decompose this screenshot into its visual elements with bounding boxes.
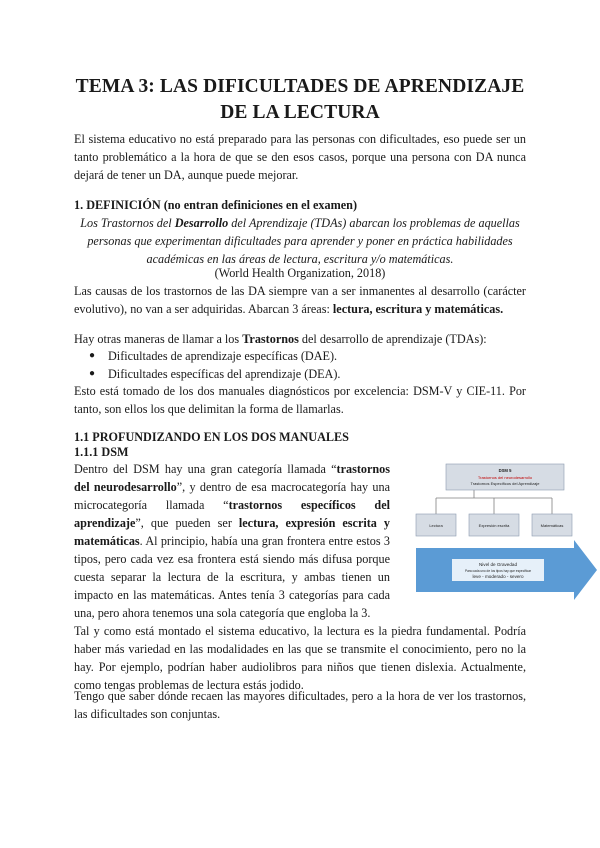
quote-part: Los Trastornos del — [80, 216, 175, 230]
quote-source: (World Health Organization, 2018) — [214, 266, 386, 280]
section-1-heading: 1. DEFINICIÓN (no entran definiciones en el examen) — [74, 198, 358, 212]
quote-bold: Desarrollo — [174, 216, 229, 230]
top-box-title: DSM 5 — [498, 468, 512, 473]
dsm-bold: trastornos específicos del aprendizaje — [74, 498, 390, 530]
dsm-diagram — [414, 462, 599, 602]
page-title — [74, 74, 526, 126]
dsm-text: Dentro del DSM hay una gran categoría llamada “ — [74, 462, 337, 476]
arrow-line-3: leve - moderado - severo — [472, 574, 524, 579]
arrow-line-1: Nivel de Gravedad — [478, 562, 518, 567]
names-text: Hay otras maneras de llamar a los — [74, 332, 243, 346]
manuals-paragraph: Esto está tomado de los dos manuales diagnósticos por excelencia: DSM-V y CIE-11. Por tanto, son ellos los que delimitan la forma de llamarlas. — [74, 384, 526, 416]
section-1-1-heading: 1.1 PROFUNDIZANDO EN LOS DOS MANUALES — [74, 430, 349, 444]
dsm-text: . Al principio, había una gran frontera entre estos 3 tipos, pero cada vez esa frontera está siendo más difusa porque cuesta separar la lectura de la escritura, y ambas tienen un impacto en las matemáticas. Antes tenía 3 categorías para cada una, pero ahora tenemos una sola categoría que engloba la 3. — [74, 534, 390, 620]
causes-bold: lectura, escritura y matemáticas. — [332, 302, 504, 316]
causes-text: Las causas de los trastornos de las DA siempre van a ser inmanentes al desarrollo (carácter evolutivo), no van a ser adquiridas. Abarcan 3 áreas: — [74, 284, 526, 316]
bullet-icon: ● — [89, 350, 96, 361]
title-line-1: TEMA 3: LAS DIFICULTADES DE APRENDIZAJE — [75, 76, 525, 97]
intro-paragraph: El sistema educativo no está preparado para las personas con dificultades, eso puede ser un tanto problemático a la hora de que se den esos casos, porque una persona con DA nunca dejará de tener un DA, aunque puede mejorar. — [74, 132, 526, 182]
lectura-label: Lectura — [429, 523, 443, 528]
dsm-bold: trastornos del neurodesarrollo — [74, 462, 390, 494]
list-item: Dificultades de aprendizaje específicas (DAE). — [108, 349, 338, 363]
definition-quote — [74, 214, 526, 268]
top-box-line-3: Trastornos Específicos del Aprendizaje — [470, 481, 540, 486]
causes-paragraph — [74, 282, 526, 318]
dsm-bold: lectura, expresión escrita y matemáticas — [74, 516, 390, 548]
list-item: Dificultades específicas del aprendizaje (DEA). — [108, 367, 341, 381]
top-box-line-2: Trastornos del neurodesarrollo — [477, 475, 533, 480]
difficulties-paragraph: Tengo que saber dónde recaen las mayores dificultades, pero a la hora de ver los trastornos, las dificultades son conjuntas. — [74, 689, 526, 721]
names-text: del desarrollo de aprendizaje (TDAs): — [298, 332, 487, 346]
quote-part: del Aprendizaje (TDAs) abarcan los problemas de aquellas personas que experimentan dificultades para aprender y poner en práctica habilidades académicas en las áreas de lectura, escritura y/o matemáticas. — [87, 216, 520, 266]
bullet-icon: ● — [89, 368, 96, 379]
dsm-paragraph — [74, 460, 390, 622]
title-line-2: DE LA LECTURA — [220, 102, 380, 123]
names-paragraph — [74, 330, 526, 348]
dsm-text: ”, que pueden ser — [135, 516, 239, 530]
section-1-1-1-heading: 1.1.1 DSM — [74, 445, 129, 459]
education-paragraph: Tal y como está montado el sistema educativo, la lectura es la piedra fundamental. Podría haber más variedad en las modalidades en las que se transmite el conocimiento, pero no la hay. Por ejemplo, podrían haber audiolibros para niños que tienen dislexia. Actualmente, como tengas problemas de lectura estás jodido. — [74, 624, 526, 692]
names-bold: Trastornos — [242, 332, 299, 346]
matematicas-label: Matemáticas — [540, 523, 564, 528]
arrow-line-2: Para cada uno de los tipos hay que especificar — [464, 569, 532, 573]
dsm-text: ”, y dentro de esa macrocategoría hay una microcategoría llamada “ — [74, 480, 390, 512]
escritura-label: Expresión escrita — [478, 523, 510, 528]
